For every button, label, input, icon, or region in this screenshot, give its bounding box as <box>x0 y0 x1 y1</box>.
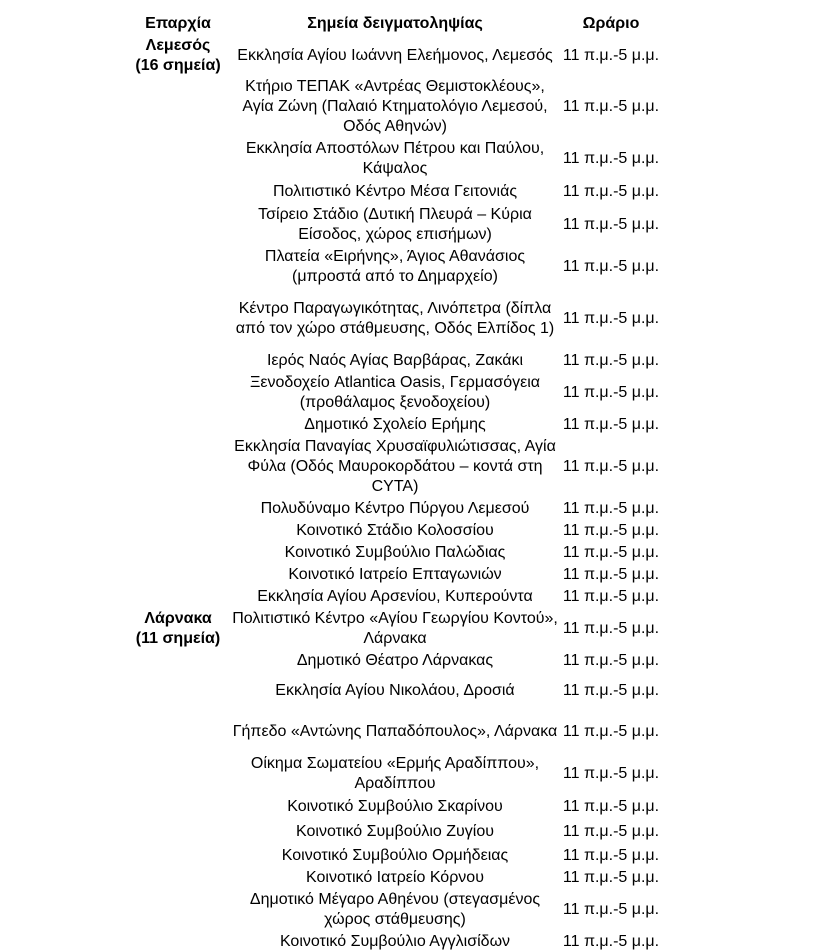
sampling-site: Πολυδύναμο Κέντρο Πύργου Λεμεσού <box>260 500 530 517</box>
sampling-site: Ξενοδοχείο Atlantica Oasis, Γερμασόγεια (προθάλαμος ξενοδοχείου) <box>249 374 541 411</box>
district-count: (11 σημεία) <box>135 630 221 647</box>
site-hours: 11 π.μ.-5 μ.μ. <box>562 384 660 401</box>
site-hours: 11 π.μ.-5 μ.μ. <box>562 544 660 561</box>
sampling-site: Κοινοτικό Στάδιο Κολοσσίου <box>296 522 494 539</box>
sampling-site: Δημοτικό Θέατρο Λάρνακας <box>296 652 494 669</box>
site-hours: 11 π.μ.-5 μ.μ. <box>562 798 660 815</box>
site-hours: 11 π.μ.-5 μ.μ. <box>562 522 660 539</box>
site-hours: 11 π.μ.-5 μ.μ. <box>562 765 660 782</box>
site-hours: 11 π.μ.-5 μ.μ. <box>562 933 660 950</box>
site-hours: 11 π.μ.-5 μ.μ. <box>562 620 660 637</box>
sampling-site: Κοινοτικό Συμβούλιο Αγγλισίδων <box>279 933 511 950</box>
sampling-site: Κτήριο ΤΕΠΑΚ «Αντρέας Θεμιστοκλέους», Αγία Ζώνη (Παλαιό Κτηματολόγιο Λεμεσού, Οδός Αθηνών) <box>242 78 548 135</box>
sampling-site: Εκκλησία Αποστόλων Πέτρου και Παύλου, Κάψαλος <box>245 140 545 177</box>
sampling-site: Δημοτικό Σχολείο Ερήμης <box>304 416 486 433</box>
site-hours: 11 π.μ.-5 μ.μ. <box>562 682 660 699</box>
site-hours: 11 π.μ.-5 μ.μ. <box>562 566 660 583</box>
site-hours: 11 π.μ.-5 μ.μ. <box>562 183 660 200</box>
site-hours: 11 π.μ.-5 μ.μ. <box>562 723 660 740</box>
sampling-site: Ιερός Ναός Αγίας Βαρβάρας, Ζακάκι <box>266 352 524 369</box>
header-sites: Σημεία δειγματοληψίας <box>307 15 483 32</box>
site-hours: 11 π.μ.-5 μ.μ. <box>562 847 660 864</box>
sampling-site: Πολιτιστικό Κέντρο «Αγίου Γεωργίου Κοντού», Λάρνακα <box>232 610 558 647</box>
sampling-site: Πολιτιστικό Κέντρο Μέσα Γειτονιάς <box>272 183 518 200</box>
site-hours: 11 π.μ.-5 μ.μ. <box>562 98 660 115</box>
district-name: Λάρνακα <box>144 610 212 627</box>
sampling-site: Κοινοτικό Συμβούλιο Σκαρίνου <box>287 798 503 815</box>
sampling-site: Κοινοτικό Συμβούλιο Παλώδιας <box>284 544 506 561</box>
district-count: (16 σημεία) <box>135 57 221 74</box>
header-hours: Ωράριο <box>582 15 640 32</box>
sampling-site: Τσίρειο Στάδιο (Δυτική Πλευρά – Κύρια Είσοδος, χώρος επισήμων) <box>258 206 532 243</box>
site-hours: 11 π.μ.-5 μ.μ. <box>562 352 660 369</box>
site-hours: 11 π.μ.-5 μ.μ. <box>562 416 660 433</box>
header-district: Επαρχία <box>145 15 211 32</box>
sampling-site: Κοινοτικό Ιατρείο Επταγωνιών <box>288 566 502 583</box>
site-hours: 11 π.μ.-5 μ.μ. <box>562 258 660 275</box>
sampling-site: Εκκλησία Αγίου Αρσενίου, Κυπερούντα <box>257 588 533 605</box>
sampling-site: Οίκημα Σωματείου «Ερμής Αραδίππου», Αραδίππου <box>250 755 540 792</box>
site-hours: 11 π.μ.-5 μ.μ. <box>562 652 660 669</box>
sampling-site: Δημοτικό Μέγαρο Αθηένου (στεγασμένος χώρος στάθμευσης) <box>249 891 541 928</box>
site-hours: 11 π.μ.-5 μ.μ. <box>562 150 660 167</box>
site-hours: 11 π.μ.-5 μ.μ. <box>562 458 660 475</box>
site-hours: 11 π.μ.-5 μ.μ. <box>562 823 660 840</box>
district-larnaca <box>128 609 228 649</box>
district-limassol <box>128 36 228 76</box>
district-name: Λεμεσός <box>145 37 211 54</box>
sampling-site: Κοινοτικό Ιατρείο Κόρνου <box>306 869 484 886</box>
sampling-site: Εκκλησία Παναγίας Χρυσαϊφυλιώτισσας, Αγία Φύλα (Οδός Μαυροκορδάτου – κοντά στη CYTA) <box>234 438 556 495</box>
sampling-site: Γήπεδο «Αντώνης Παπαδόπουλος», Λάρνακα <box>232 723 558 740</box>
sampling-site: Εκκλησία Αγίου Ιωάννη Ελεήμονος, Λεμεσός <box>237 47 553 64</box>
sampling-site: Κέντρο Παραγωγικότητας, Λινόπετρα (δίπλα από τον χώρο στάθμευσης, Οδός Ελπίδος 1) <box>235 300 555 337</box>
sampling-site: Εκκλησία Αγίου Νικολάου, Δροσιά <box>275 682 515 699</box>
site-hours: 11 π.μ.-5 μ.μ. <box>562 869 660 886</box>
sampling-site: Πλατεία «Ειρήνης», Άγιος Αθανάσιος (μπροστά από το Δημαρχείο) <box>264 248 526 285</box>
site-hours: 11 π.μ.-5 μ.μ. <box>562 901 660 918</box>
site-hours: 11 π.μ.-5 μ.μ. <box>562 216 660 233</box>
site-hours: 11 π.μ.-5 μ.μ. <box>562 500 660 517</box>
sampling-site: Κοινοτικό Συμβούλιο Ζυγίου <box>296 823 494 840</box>
site-hours: 11 π.μ.-5 μ.μ. <box>562 310 660 327</box>
sampling-site: Κοινοτικό Συμβούλιο Ορμήδειας <box>281 847 509 864</box>
site-hours: 11 π.μ.-5 μ.μ. <box>562 47 660 64</box>
site-hours: 11 π.μ.-5 μ.μ. <box>562 588 660 605</box>
